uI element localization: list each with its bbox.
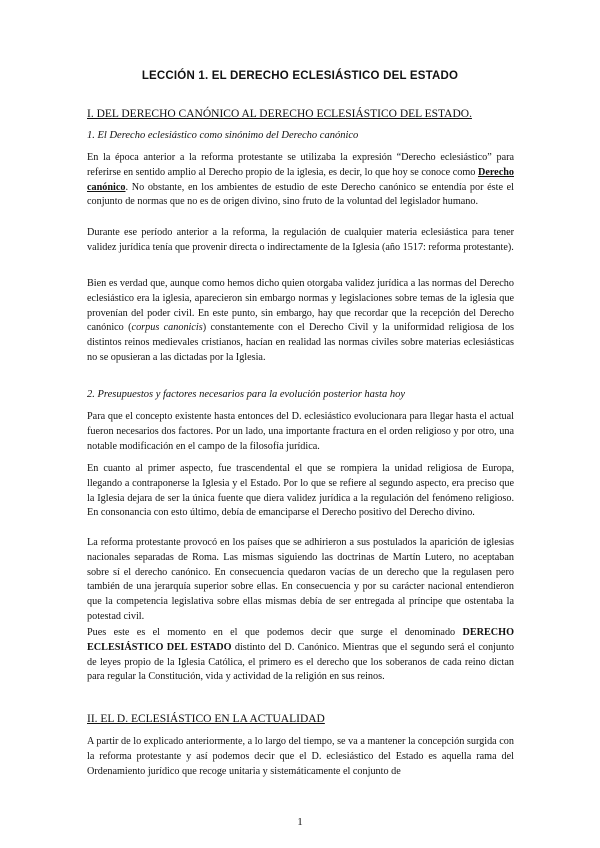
paragraph-1 [87, 151, 514, 210]
page-number: 1 [297, 816, 303, 828]
document-title: LECCIÓN 1. EL DERECHO ECLESIÁSTICO DEL ESTADO [141, 70, 459, 82]
paragraph-4: Para que el concepto existente hasta entonces del D. eclesiástico evolucionara para llegar hasta el actual fueron necesarios dos factores. Por un lado, una importante fractura en el orden religioso y por otro, una notable modificación en el campo de la filosofía jurídica. [87, 411, 514, 452]
paragraph-8: A partir de lo explicado anteriormente, a lo largo del tiempo, se va a mantener la concepción surgida con la reforma protestante y así podemos decir que el D. eclesiástico del Estado es aquella rama del Ordenamiento jurídico que recoge unitaria y sistemáticamente el conjunto de [87, 736, 514, 777]
corpus-canonicis-term: corpus canonicis [131, 322, 203, 334]
paragraph-6: La reforma protestante provocó en los países que se adhirieron a sus postulados la aparición de iglesias nacionales separadas de Roma. Las mismas siguiendo las doctrinas de Martín Lutero, no aceptaban sobre sí el derecho canónico. En consecuencia quedaron vacías de un derecho que la regulasen pero también de una jerarquía superior sobre ellas. En consecuencia y por su carácter nacional entendieron que la competencia legislativa sobre ellas mismas debía de ser entregada al príncipe que ostentaba la potestad civil. [87, 537, 514, 622]
section-heading-1: I. DEL DERECHO CANÓNICO AL DERECHO ECLESIÁSTICO DEL ESTADO. [87, 108, 472, 120]
paragraph-2: Durante ese período anterior a la reforma, la regulación de cualquier materia eclesiástica para tener validez jurídica tenía que provenir directa o indirectamente de la Iglesia (año 1517: reforma protestante). [87, 227, 514, 253]
paragraph-3-text-a: Bien es verdad que, aunque como hemos dicho quien otorgaba validez jurídica a las normas del Derecho eclesiástico era la iglesia, aparecieron sin embargo normas y legislaciones sobre temas de la iglesia que provenían del poder civil. En este punto, sin embargo, hay que recordar que la recepción del Derecho canónico ( [87, 278, 514, 334]
paragraph-7 [87, 626, 514, 685]
derecho-canonico-term: Derecho canónico [87, 166, 514, 193]
paragraph-3 [87, 277, 514, 366]
paragraph-7-text-b: distinto del D. Canónico. Mientras que el segundo será el conjunto de leyes propio de la Iglesia Católica, el primero es el derecho que los soberanos de cada reino dictan para regular la Constitución, vida y actividad de la religión en sus reinos. [87, 641, 514, 683]
paragraph-7-text-a: Pues este es el momento en el que podemos decir que surge el denominado [87, 627, 463, 638]
paragraph-1-text-a: En la época anterior a la reforma protestante se utilizaba la expresión “Derecho eclesiástico” para referirse en sentido amplio al Derecho propio de la iglesia, es decir, lo que hoy se conoce como [87, 152, 514, 178]
subsection-heading-1: 1. El Derecho eclesiástico como sinónimo del Derecho canónico [87, 130, 359, 141]
paragraph-1-text-b: . No obstante, en los ambientes de estudio de este Derecho canónico se entendía por éste el conjunto de normas que no es de origen divino, sino fruto de la voluntad del legislador humano. [87, 181, 514, 208]
paragraph-5: En cuanto al primer aspecto, fue trascendental el que se rompiera la unidad religiosa de Europa, llegando a contraponerse la Iglesia y el Estado. Por lo que se refiere al segundo aspecto, era preciso que la Iglesia dejara de ser la única fuente que diera validez jurídica a la regulación del fenómeno religioso. En consonancia con esto último, debía de emanciparse el Derecho positivo del Derecho divino. [87, 463, 514, 519]
paragraph-3-text-b: ) constantemente con el Derecho Civil y la uniformidad religiosa de los distintos reinos medievales cristianos, hacían en realidad las normas civiles sobre materias eclesiásticas no se opusieran a las dictadas por la Iglesia. [87, 322, 514, 363]
subsection-heading-2: 2. Presupuestos y factores necesarios para la evolución posterior hasta hoy [87, 389, 405, 400]
section-heading-2: II. EL D. ECLESIÁSTICO EN LA ACTUALIDAD [87, 713, 325, 725]
derecho-eclesiastico-term: DERECHO ECLESIÁSTICO DEL ESTADO [87, 627, 514, 653]
